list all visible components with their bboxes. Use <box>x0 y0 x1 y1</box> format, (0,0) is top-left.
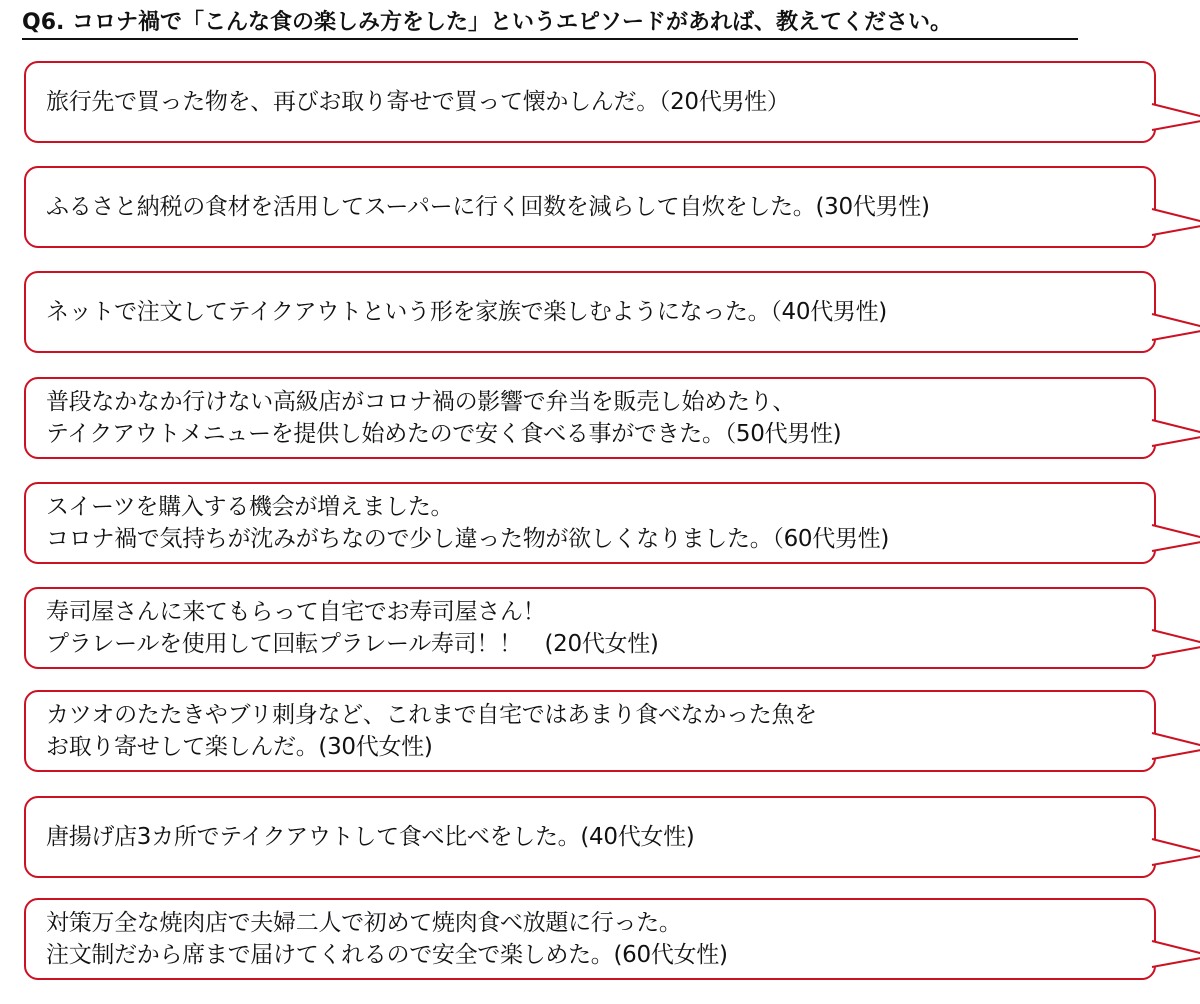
episode-line: 旅行先で買った物を、再びお取り寄せで買って懐かしんだ。（20代男性） <box>46 89 790 115</box>
bubble-tail <box>1152 726 1200 766</box>
bubble-tail <box>1152 413 1200 453</box>
episode-text <box>46 61 1140 143</box>
episode-line: お取り寄せして楽しんだ。(30代女性) <box>46 734 433 760</box>
episode-line: プラレールを使用して回転プラレール寿司！！ (20代女性) <box>46 631 659 657</box>
bubble-tail <box>1152 832 1200 872</box>
episode-line: スイーツを購入する機会が増えました。 <box>46 494 454 520</box>
episode-text <box>46 377 1140 459</box>
episode-bubble <box>24 898 1156 980</box>
episode-line: 対策万全な焼肉店で夫婦二人で初めて焼肉食べ放題に行った。 <box>46 910 682 936</box>
episode-line: テイクアウトメニューを提供し始めたので安く食べる事ができた。（50代男性) <box>46 421 842 447</box>
episode-line: カツオのたたきやブリ刺身など、これまで自宅ではあまり食べなかった魚を <box>46 702 817 728</box>
episode-bubble <box>24 482 1156 564</box>
episode-line: コロナ禍で気持ちが沈みがちなので少し違った物が欲しくなりました。（60代男性) <box>46 526 890 552</box>
episode-line: ふるさと納税の食材を活用してスーパーに行く回数を減らして自炊をした。(30代男性) <box>46 194 930 220</box>
episode-bubble <box>24 166 1156 248</box>
bubble-tail <box>1152 97 1200 137</box>
episode-line: 普段なかなか行けない高級店がコロナ禍の影響で弁当を販売し始めたり、 <box>46 389 796 415</box>
episode-text <box>46 898 1140 980</box>
episode-text <box>46 690 1140 772</box>
episode-text <box>46 482 1140 564</box>
bubble-tail <box>1152 518 1200 558</box>
bubble-tail <box>1152 623 1200 663</box>
episode-bubble <box>24 61 1156 143</box>
episode-line: 唐揚げ店3カ所でテイクアウトして食べ比べをした。(40代女性) <box>46 824 695 850</box>
episode-line: ネットで注文してテイクアウトという形を家族で楽しむようになった。（40代男性) <box>46 299 887 325</box>
episode-text <box>46 166 1140 248</box>
episode-bubble <box>24 796 1156 878</box>
episode-bubble <box>24 690 1156 772</box>
episode-bubble <box>24 377 1156 459</box>
bubble-tail <box>1152 934 1200 974</box>
episode-bubble <box>24 271 1156 353</box>
bubble-tail <box>1152 202 1200 242</box>
episode-text <box>46 271 1140 353</box>
episode-line: 注文制だから席まで届けてくれるので安全で楽しめた。(60代女性) <box>46 942 728 968</box>
episode-line: 寿司屋さんに来てもらって自宅でお寿司屋さん！ <box>46 599 546 625</box>
episode-bubble <box>24 587 1156 669</box>
episode-text <box>46 796 1140 878</box>
episode-text <box>46 587 1140 669</box>
question-title: Q6. コロナ禍で「こんな食の楽しみ方をした」というエピソードがあれば、教えてください。 <box>22 6 1078 40</box>
bubble-tail <box>1152 307 1200 347</box>
